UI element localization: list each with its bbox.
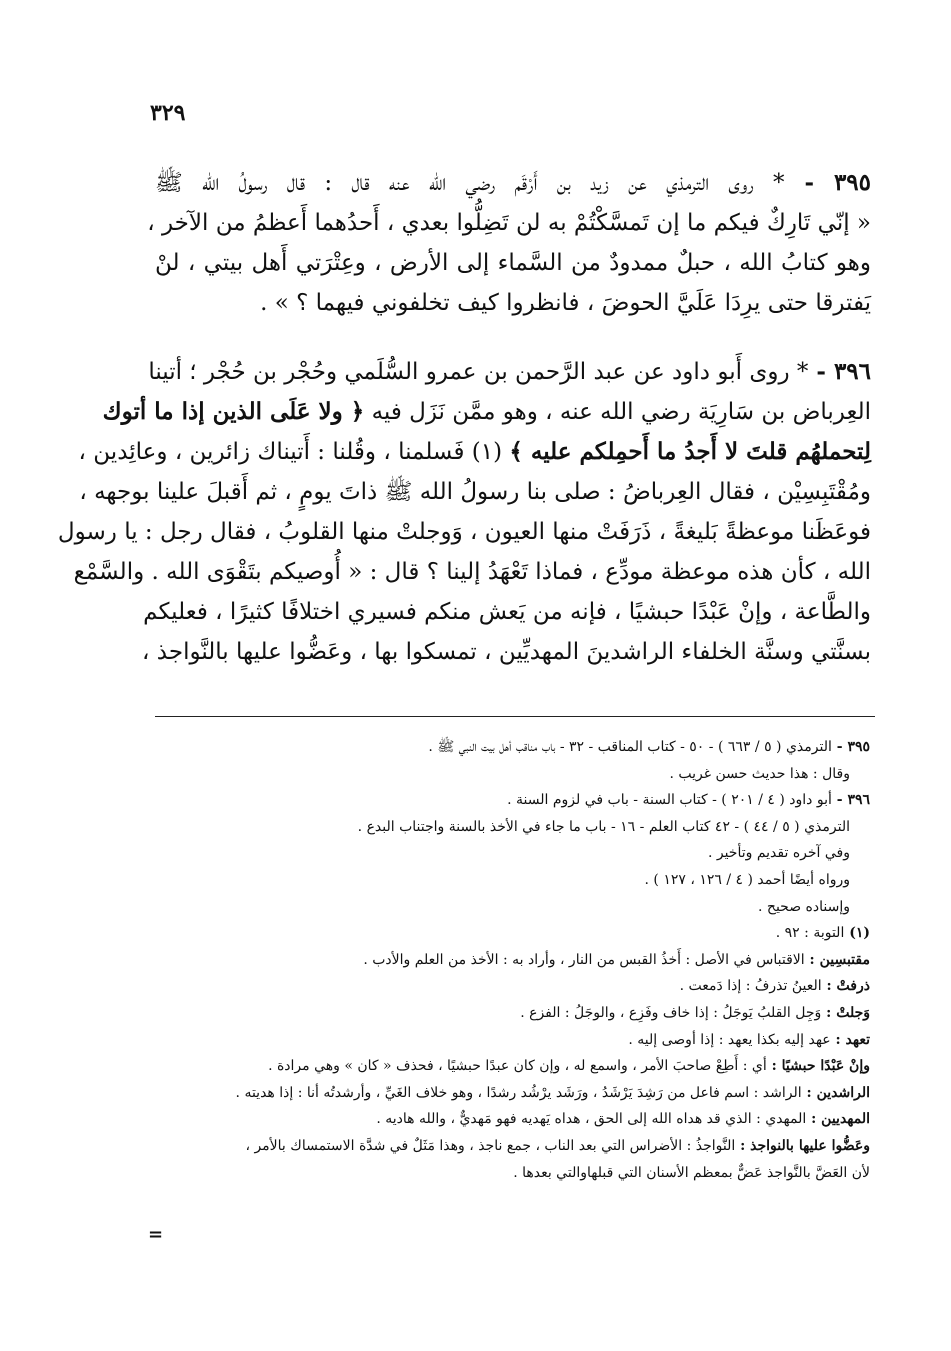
hadith-396-line-6: الله ، كأن هذه موعظة مودِّع ، فماذا تَعْهَدُ إلينا ؟ قال : « أُوصيكم بتَقْوَى الله . والسَّمْع xyxy=(73,559,871,585)
hadith-396-line-2: العِرباض بن سَارِيَة رضي الله عنه ، وهو ممَّن نَزَل فيه ﴿ ولا عَلَى الذين إذا ما أتوك xyxy=(102,398,871,425)
gloss-muqtabisin: مقتبسِين : الاقتباس في الأصل : أَخذُ القبس من النار ، وأراد به : الأخذ من العلم والأدب . xyxy=(363,951,870,968)
gloss-rashidin: الراشدين : الراشد : اسم فاعل من رَشِدَ يَرْشَدُ ، ورَشَد يرْشُد رشدًا ، وهو خلاف الغَيِّ ، وأرشدتُه أنا : إذا هديته . xyxy=(235,1084,870,1101)
gloss-abdan-habashiyyan: وإنْ عَبْدًا حبشيًا : أي : أَطِعْ صاحبَ الأمر ، واسمع له ، وإن كان عبدًا حبشيًا ، فحذف « كان » وهي مرادة . xyxy=(268,1058,870,1075)
footnote-396-order: وفي آخره تقديم وتأخير . xyxy=(707,845,850,862)
hadith-396-line-5: فوعَظَنا موعظةً بَليغةً ، ذَرَفَتْ منها العيون ، وَوجلتْ منها القلوبُ ، فقال رجل : يا رسول xyxy=(57,519,871,545)
hadith-396-line-1: ٣٩٦ - * روى أَبو داود عن عبد الرَّحمن بن عمرو السُّلَمي وحُجْر بن حُجْر ؛ أتينا xyxy=(148,358,871,385)
gloss-nawajidh: وعَضُّوا عليها بالنواجذ : النَّواجذُ : الأضراس التي بعد الناب ، جمع ناجذ ، وهذا مَثَلٌ في شدَّة الاستمساك بالأمر ، xyxy=(245,1137,870,1154)
footnotes xyxy=(150,734,870,1186)
footnote-396-ahmad: ورواه أيضًا أحمد ( ٤ / ١٢٦ ، ١٢٧ ) . xyxy=(644,871,850,888)
hadith-396-number: ٣٩٦ - xyxy=(808,358,871,385)
footnote-separator xyxy=(155,716,875,717)
quran-verse-part-1: ﴿ ولا عَلَى الذين إذا ما أتوك xyxy=(102,398,365,425)
hadith-396 xyxy=(57,352,871,672)
hadith-395-line-1: ٣٩٥ - * روى الترمذي عن زيد بن أَرْقَم رضي الله عنه قال : قال رسولُ الله ﷺ xyxy=(155,169,871,196)
hadith-395 xyxy=(147,163,871,323)
continuation-mark: = xyxy=(148,1224,164,1245)
gloss-dharafat: ذرفتْ : العينُ تذرفُ : إذا دَمعت . xyxy=(679,978,870,995)
hadith-396-line-8: بسنَّتي وسنَّة الخلفاء الراشدينَ المهديِّين ، تمسكوا بها ، وعَضُّوا عليها بالنَّواجذ ، xyxy=(142,639,871,665)
gloss-mahdiyyin: المهديين : المهدي : الذي قد هداه الله إلى الحق ، هداه يَهديه فهو مَهديٌّ ، والله هاديه . xyxy=(376,1111,870,1128)
hadith-395-line-3: وهو كتابُ الله ، حبلٌ ممدودٌ من السَّماء إلى الأرض ، وعِتْرَتي أَهل بيتي ، لنْ xyxy=(155,250,871,276)
hadith-396-line-4: ومُقْتَبِسِيْن ، فقال العِرباضُ : صلى بنا رسولُ الله ﷺ ذاتَ يومٍ ، ثم أَقبلَ علينا بوجهه ، xyxy=(79,479,871,505)
quran-verse-part-2: لِتحملهُم قلتَ لا أَجدُ ما أَحمِلكم عليه ﴾ xyxy=(509,438,871,465)
hadith-396-line-3: لِتحملهُم قلتَ لا أَجدُ ما أَحمِلكم عليه ﴾ (١) فَسلمنا ، وقُلنا : أَتيناك زائرين ، وعائِدين ، xyxy=(78,438,871,465)
footnote-396-isnad: وإسناده صحيح . xyxy=(758,898,850,915)
footnote-1-quran-ref: (١) التوبة : ٩٢ . xyxy=(775,925,870,942)
hadith-395-line-4: يَفترقا حتى يرِدَا عَلَيَّ الحوضَ ، فانظروا كيف تخلفوني فيهما ؟ » . xyxy=(260,290,871,316)
hadith-395-line-2: « إنّي تَارِكٌ فيكم ما إن تَمسَّكْتُمْ به لن تَضِلُّوا بعدي ، أَحدُهما أَعظمُ من الآخر ، xyxy=(147,210,871,236)
footnote-395-source: ٣٩٥ - الترمذي ( ٥ / ٦٦٣ ) - ٥٠ - كتاب المناقب - ٣٢ - باب مناقب أهل بيت النبي ﷺ . xyxy=(428,739,870,755)
footnote-396-source: ٣٩٦ - أبو داود ( ٤ / ٢٠١ ) - كتاب السنة - باب في لزوم السنة . xyxy=(507,792,870,809)
hadith-396-line-7: والطَّاعة ، وإنْ عَبْدًا حبشيًا ، فإنه من يَعش منكم فسيري اختلافًا كثيرًا ، فعليكم xyxy=(143,599,871,625)
footnote-396-tirmidhi: الترمذي ( ٥ / ٤٤ ) - ٤٢ كتاب العلم - ١٦ - باب ما جاء في الأخذ بالسنة واجتناب البدع . xyxy=(357,818,850,835)
hadith-395-number: ٣٩٥ - xyxy=(784,169,871,196)
footnote-395-grade: وقال : هذا حديث حسن غريب . xyxy=(669,765,850,782)
gloss-wajilat: وَجلتْ : وَجِل القلبُ يَوجَلُ : إذا خاف وفَزِع ، والوجَلُ : الفزع . xyxy=(520,1004,870,1021)
gloss-taahad: تعهد : عهد إليه بكذا يعهد : إذا أوصى إليه . xyxy=(628,1031,870,1048)
page-number: ٣٢٩ xyxy=(150,100,186,126)
gloss-nawajidh-cont: لأن العَضَّ بالنَّواجذ عَضٌّ بمعظم الأسنان التي قبلهاوالتي بعدها . xyxy=(513,1164,870,1181)
